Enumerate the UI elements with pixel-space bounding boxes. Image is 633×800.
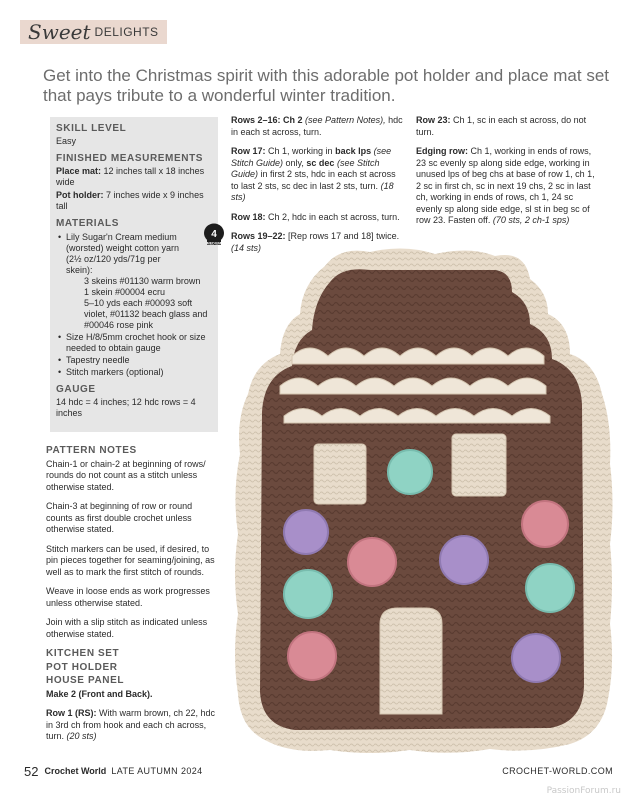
- gumdrop-pink-right: [522, 501, 568, 547]
- note-3: Stitch markers can be used, if desired, to pin pieces together for seaming/joining, as well as to mark the first stitch of rounds.: [46, 543, 215, 577]
- edging-row-label: Edging row:: [416, 146, 468, 156]
- magazine-name: Crochet World: [44, 766, 107, 776]
- yarn-line-2: 1 skein #00004 ecru: [84, 287, 166, 297]
- note-1: Chain-1 or chain-2 at beginning of rows/ rounds do not count as a stitch unless otherwise stated.: [46, 458, 206, 492]
- row-17-back-lps: back lps: [335, 146, 372, 156]
- note-2: Chain-3 at beginning of row or round counts as first double crochet unless otherwise stated.: [46, 501, 193, 534]
- materials-list: [56, 232, 212, 378]
- note-5: Join with a slip stitch as indicated unless otherwise stated.: [46, 617, 208, 639]
- row-17-text-c: in first 2 sts, hdc in each st across to last 2 sts, sc dec in last 2 sts, turn.: [231, 169, 396, 191]
- row-23-label: Row 23:: [416, 115, 451, 125]
- door: [380, 608, 442, 714]
- watermark: PassionForum.ru: [546, 786, 621, 796]
- section-script-title: Sweet: [28, 20, 91, 44]
- pot-holder-size: [56, 190, 212, 212]
- row-1-count: (20 sts): [66, 731, 97, 741]
- yarn-description: • Lily Sugar'n Cream medium (worsted) weight cotton yarn (2½ oz/120 yds/71g per skein):: [66, 232, 180, 275]
- row-17-sc-dec: sc dec: [306, 157, 335, 168]
- right-window: [452, 434, 506, 496]
- gauge-heading: GAUGE: [56, 384, 96, 395]
- material-markers: • Stitch markers (optional): [66, 367, 212, 378]
- gumdrop-violet-center: [440, 536, 488, 584]
- house-panel-heading: HOUSE PANEL: [46, 675, 125, 686]
- edging-row-count: (70 sts, 2 ch-1 sps): [492, 215, 570, 225]
- gumdrop-violet-right: [512, 634, 560, 682]
- pattern-notes: [46, 445, 221, 751]
- note-4: Weave in loose ends as work progresses unless otherwise stated.: [46, 586, 210, 608]
- row-17-note-a: (see Stitch Guide): [231, 146, 392, 168]
- row-1-instruction: [46, 708, 221, 743]
- magazine-website: CROCHET-WORLD.COM: [502, 766, 613, 776]
- row-17-note-b: (see Stitch Guide): [231, 157, 380, 179]
- kitchen-set-heading: KITCHEN SET: [46, 648, 120, 659]
- instructions-column-2: [231, 115, 404, 262]
- gingerbread-pot-holder-photo: [230, 244, 615, 754]
- row-17-text-b: only,: [285, 157, 304, 168]
- gumdrop-violet-left: [284, 510, 328, 554]
- row-23: [416, 115, 596, 138]
- row-1-label: Row 1 (RS):: [46, 708, 97, 718]
- rows-2-16: [231, 115, 404, 138]
- row-18-text: Ch 2, hdc in each st across, turn.: [268, 211, 400, 222]
- gumdrop-teal-right: [526, 564, 574, 612]
- materials-sidebar: [50, 117, 222, 432]
- row-17-label: Row 17:: [231, 146, 266, 156]
- skill-level-heading: SKILL LEVEL: [56, 123, 127, 134]
- intro-text: Get into the Christmas spirit with this adorable pot holder and place mat set that pays tribute to a wonderful winter tradition.: [43, 66, 610, 105]
- gumdrop-pink-center: [348, 538, 396, 586]
- rows-2-16-note: (see Pattern Notes),: [305, 115, 386, 125]
- yarn-line-1: 3 skeins #01130 warm brown: [84, 276, 201, 286]
- rows-19-22-text: [Rep rows 17 and 18] twice.: [288, 231, 400, 241]
- skill-level-value: Easy: [56, 136, 77, 146]
- pot-holder-heading: POT HOLDER: [46, 661, 118, 673]
- place-mat-value: 12 inches tall x 18 inches wide: [56, 166, 205, 187]
- row-17: [231, 146, 404, 204]
- pot-holder-value: 7 inches wide x 9 inches tall: [56, 190, 204, 211]
- gumdrop-teal-top: [388, 450, 432, 494]
- yarn-weight-label: MEDIUM: [206, 241, 222, 246]
- section-caps-title: DELIGHTS: [94, 25, 159, 39]
- material-needle: • Tapestry needle: [66, 355, 212, 366]
- page-footer: [24, 764, 613, 778]
- instructions-column-3: [416, 115, 596, 235]
- pattern-notes-heading: PATTERN NOTES: [46, 445, 137, 456]
- row-17-count: (18 sts): [231, 180, 394, 202]
- left-window: [314, 444, 366, 504]
- place-mat-size: [56, 166, 212, 188]
- rows-19-22-count: (14 sts): [231, 242, 262, 253]
- rows-2-16-text: hdc in each st across, turn.: [231, 115, 403, 137]
- row-18: [231, 212, 404, 224]
- make-2-line: Make 2 (Front and Back).: [46, 688, 153, 699]
- gumdrop-pink-left: [288, 632, 336, 680]
- yarn-weight-number: 4: [211, 229, 217, 240]
- row-1-text: With warm brown, ch 22, hdc in 3rd ch from hook and each ch across, turn.: [46, 708, 216, 741]
- pot-holder-label: Pot holder:: [56, 190, 104, 200]
- material-hook: • Size H/8/5mm crochet hook or size needed to obtain gauge: [66, 332, 212, 354]
- material-yarn: [66, 232, 212, 331]
- row-17-text-a: Ch 1, working in: [268, 146, 333, 156]
- page-number: 52: [24, 763, 39, 779]
- place-mat-label: Place mat:: [56, 166, 102, 176]
- row-18-label: Row 18:: [231, 211, 266, 222]
- gumdrop-teal-left: [284, 570, 332, 618]
- row-23-text: Ch 1, sc in each st across, do not turn.: [416, 115, 587, 137]
- yarn-line-3: 5–10 yds each #00093 soft violet, #01132 beach glass and #00046 rose pink: [84, 298, 208, 330]
- rows-2-16-label: Rows 2–16: Ch 2: [231, 115, 303, 125]
- section-tab: [20, 20, 167, 44]
- rows-19-22-label: Rows 19–22:: [231, 231, 286, 241]
- yarn-weight-icon: [203, 223, 225, 247]
- issue-name: LATE AUTUMN 2024: [111, 766, 203, 776]
- edging-row-text: Ch 1, working in ends of rows, 23 sc evenly sp along side edge, working in unused lps of beg chs at base of row 1, ch 1, 2 sc in first ch, sc in next 19 chs, 2 sc in last ch, working in ends of rows, ch 1, 24 sc evenly sp along side edge, sl st in beg sc of row 23. Fasten off.: [416, 146, 595, 225]
- gauge-value: 14 hdc = 4 inches; 12 hdc rows = 4 inches: [56, 397, 196, 418]
- edging-row: [416, 146, 596, 227]
- finished-heading: FINISHED MEASUREMENTS: [56, 153, 204, 164]
- materials-heading: MATERIALS: [56, 218, 119, 229]
